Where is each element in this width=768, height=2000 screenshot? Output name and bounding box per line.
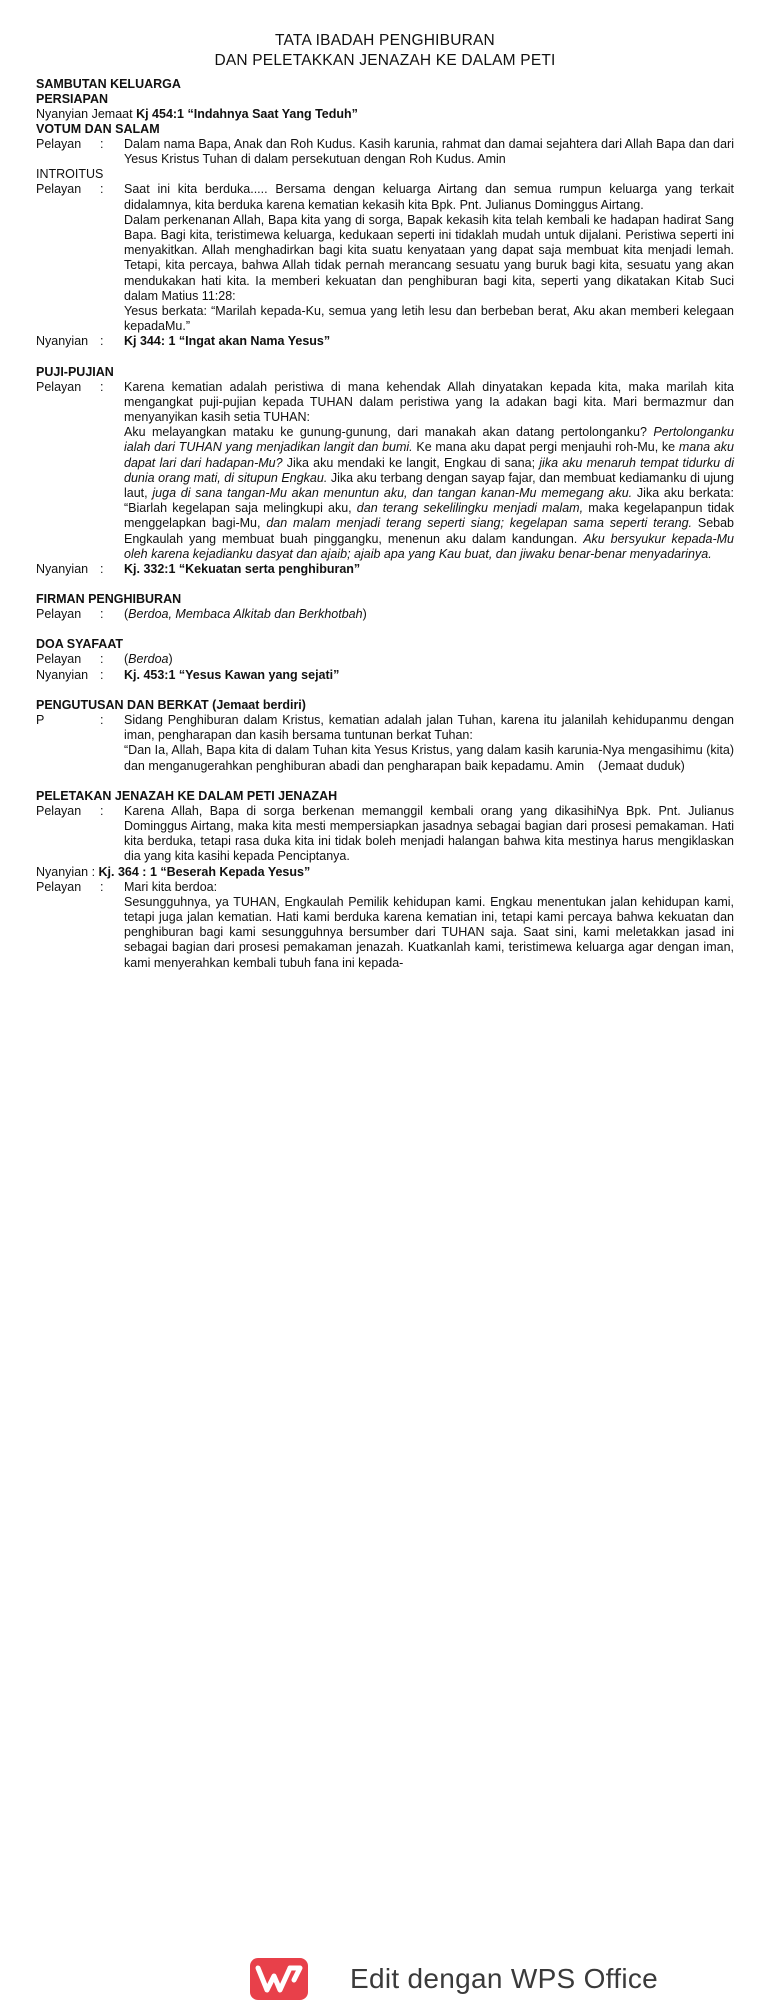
puji-song: Kj. 332:1 “Kekuatan serta penghiburan”: [124, 562, 361, 577]
introitus-song-row: Nyanyian : Kj 344: 1 “Ingat akan Nama Yesus”: [36, 334, 331, 349]
introitus-song: Kj 344: 1 “Ingat akan Nama Yesus”: [124, 334, 331, 349]
pengutusan-p2: “Dan Ia, Allah, Bapa kita di dalam Tuhan kita Yesus Kristus, yang dalam kasih karunia-Nya mengasihimu (kita) dan menganugerahkan penghiburan abadi dan pengharapan baik kepadamu. Amin (Jemaat duduk): [124, 743, 734, 773]
doa-song-row: Nyanyian : Kj. 453:1 “Yesus Kawan yang sejati”: [36, 667, 340, 682]
peletakan-song: Kj. 364 : 1 “Beserah Kepada Yesus”: [98, 864, 311, 879]
title-line-2: DAN PELETAKKAN JENAZAH KE DALAM PETI: [214, 52, 556, 69]
heading-pengutusan: PENGUTUSAN DAN BERKAT (Jemaat berdiri): [36, 697, 306, 712]
peletakan-song-line: Nyanyian : Kj. 364 : 1 “Beserah Kepada Yesus”: [36, 864, 311, 879]
pengutusan-p1: Sidang Penghiburan dalam Kristus, kematian adalah jalan Tuhan, karena itu jalanilah kehidupanmu dengan iman, pengharapan dan kasih bersama tuntunan berkat Tuhan:: [124, 712, 734, 743]
peletakan-row: Pelayan : Karena Allah, Bapa di sorga berkenan memanggil kembali orang yang dikasihiNya Bpk. Pnt. Julianus Dominggus Airtang, maka kita mesti mempersiapkan jasadnya sebagai bagian dari prosesi pemakaman. Hati kita berduka, tetapi rasa duka kita ini tidak boleh menjadi halangan bahwa kita mestinya harus mengiklaskan dia yang kita kasihi kepada Penciptanya.: [36, 803, 734, 864]
doa-penutup-row: Pelayan : Mari kita berdoa: Sesungguhnya, ya TUHAN, Engkaulah Pemilik kehidupan kami. Engkau menentukan jalan kehidupan kami, tetapi juga jalan kematian. Hati kami berduka karena kematian ini, tetapi kami percaya bahwa kekuatan dan penghiburan bagi kami sesungguhnya bersumber dari TUHAN saja. Saat sini, kami meletakkan jasad ini sebagai bagian dari prosesi pemakaman jenazah. Kuatkanlah kami, teristimewa keluarga agar dengan iman, kami menyerahkan kembali tubuh fana ini kepada-: [36, 879, 734, 970]
document-page: [36, 0, 734, 971]
psalm-text: Aku melayangkan mataku ke gunung-gunung, dari manakah akan datang pertolonganku? Pertolonganku ialah dari TUHAN yang menjadikan langit dan bumi. Ke mana aku dapat pergi menjauhi roh-Mu, ke mana aku dapat lari dari hadapan-Mu? Jika aku mendaki ke langit, Engkau di sana; jika aku menaruh tempat tidurku di dunia orang mati, di situpun Engkau. Jika aku terbang dengan sayap fajar, dan membuat kediamanku di ujung laut, juga di sana tangan-Mu akan menuntun aku, dan tangan kanan-Mu memegang aku. Jika aku berkata: “Biarlah kegelapan saja melingkupi aku, dan terang sekelilingku menjadi malam, maka kegelapanpun tidak menggelapkan bagi-Mu, dan malam menjadi terang seperti siang; kegelapan sama seperti terang. Sebab Engkaulah yang membuat buah pinggangku, menenun aku dalam kandungan. Aku bersyukur kepada-Mu oleh karena kejadianku dasyat dan ajaib; ajaib apa yang Kau buat, dan jiwaku benar-benar menyadarinya.: [124, 425, 734, 561]
introitus-p2: Dalam perkenanan Allah, Bapa kita yang di sorga, Bapak kekasih kita telah kembali ke hadapan hadirat Sang Bapa. Bagi kita, teristimewa keluarga, kedukaan seperti ini tidaklah mudah untuk dijalani. Peristiwa seperti ini menyakitkan. Allah menghadirkan bagi kita suatu kenyataan yang dapat saja membuat kita menjadi lemah. Tetapi, kita percaya, bahwa Allah tidak pernah merancang sesuatu yang buruk bagi kita, sesuatu yang akan mendukakan hati kita. Ia memberi kekuatan dan penghiburan bagi kita, seperti yang dikatakan Kitab Suci dalam Matius 11:28:: [124, 212, 734, 303]
firman-text: Berdoa, Membaca Alkitab dan Berkhotbah: [128, 607, 363, 622]
introitus-row: Pelayan : Saat ini kita berduka..... Bersama dengan keluarga Airtang dan semua rumpun keluarga yang terkait didalamnya, kita berduka karena kematian kekasih kita Bpk. Pnt. Julianus Dominggus Airtang. Dalam perkenanan Allah, Bapa kita yang di sorga, Bapak kekasih kita telah kembali ke hadapan hadirat Sang Bapa. Bagi kita, teristimewa keluarga, kedukaan seperti ini tidaklah mudah untuk dijalani. Peristiwa seperti ini menyakitkan. Allah menghadirkan bagi kita suatu kenyataan yang dapat saja membuat kita menjadi lemah. Tetapi, kita percaya, bahwa Allah tidak pernah merancang sesuatu yang buruk bagi kita, sesuatu yang akan mendukakan hati kita. Ia memberi kekuatan dan penghiburan bagi kita, seperti yang dikatakan Kitab Suci dalam Matius 11:28: Yesus berkata: “Marilah kepada-Ku, semua yang letih lesu dan berbeban berat, Aku akan memberi kelegaan kepadaMu.”: [36, 182, 734, 334]
heading-introitus: INTROITUS: [36, 167, 104, 182]
wps-logo-icon[interactable]: [250, 1958, 308, 2000]
document-title: [36, 31, 734, 71]
firman-row: Pelayan : (Berdoa, Membaca Alkitab dan Berkhotbah): [36, 607, 367, 622]
votum-text: Dalam nama Bapa, Anak dan Roh Kudus. Kasih karunia, rahmat dan damai sejahtera dari Allah Bapa dan dari Yesus Kristus Tuhan di dalam persekutuan dengan Roh Kudus. Amin: [124, 137, 734, 167]
puji-row: Pelayan : Karena kematian adalah peristiwa di mana kehendak Allah dinyatakan kepada kita, maka marilah kita mengangkat puji-pujian kepada TUHAN dalam peristiwa yang Ia adakan bagi kita. Mari bermazmur dan menyanyikan kasih setia TUHAN: Aku melayangkan mataku ke gunung-gunung, dari manakah akan datang pertolonganku? Pertolonganku ialah dari TUHAN yang menjadikan langit dan bumi. Ke mana aku dapat pergi menjauhi roh-Mu, ke mana aku dapat lari dari hadapan-Mu? Jika aku mendaki ke langit, Engkau di sana; jika aku menaruh tempat tidurku di dunia orang mati, di situpun Engkau. Jika aku terbang dengan sayap fajar, dan membuat kediamanku di ujung laut, juga di sana tangan-Mu akan menuntun aku, dan tangan kanan-Mu memegang aku. Jika aku berkata: “Biarlah kegelapan saja melingkupi aku, dan terang sekelilingku menjadi malam, maka kegelapanpun tidak menggelapkan bagi-Mu, dan malam menjadi terang seperti siang; kegelapan sama seperti terang. Sebab Engkaulah yang membuat buah pinggangku, menenun aku dalam kandungan. Aku bersyukur kepada-Mu oleh karena kejadianku dasyat dan ajaib; ajaib apa yang Kau buat, dan jiwaku benar-benar menyadarinya.: [36, 379, 734, 561]
peletakan-p1: Karena Allah, Bapa di sorga berkenan memanggil kembali orang yang dikasihiNya Bpk. Pnt. Julianus Dominggus Airtang, maka kita mesti mempersiapkan jasadnya sebagai bagian dari prosesi pemakaman. Hati kita berduka, tetapi rasa duka kita ini tidak boleh menjadi halangan bahwa kita mestinya harus mengiklaskan dia yang kita kasihi kepada Penciptanya.: [124, 803, 734, 864]
heading-puji-pujian: PUJI-PUJIAN: [36, 364, 114, 379]
persiapan-song-line: Nyanyian Jemaat Kj 454:1 “Indahnya Saat Yang Teduh”: [36, 107, 358, 121]
persiapan-song: Kj 454:1 “Indahnya Saat Yang Teduh”: [136, 107, 358, 121]
doa-row: Pelayan : (Berdoa): [36, 652, 173, 667]
introitus-p1: Saat ini kita berduka..... Bersama dengan keluarga Airtang dan semua rumpun keluarga yang terkait didalamnya, kita berduka karena kematian kekasih kita Bpk. Pnt. Julianus Dominggus Airtang.: [124, 182, 734, 212]
heading-peletakan: PELETAKAN JENAZAH KE DALAM PETI JENAZAH: [36, 788, 338, 803]
doa-text: Berdoa: [128, 652, 169, 667]
wps-watermark-bar: [0, 972, 768, 1994]
heading-doa-syafaat: DOA SYAFAAT: [36, 637, 124, 652]
wps-edit-link[interactable]: Edit dengan WPS Office: [350, 1963, 659, 1994]
pengutusan-row: P : Sidang Penghiburan dalam Kristus, kematian adalah jalan Tuhan, karena itu jalanilah kehidupanmu dengan iman, pengharapan dan kasih bersama tuntunan berkat Tuhan: “Dan Ia, Allah, Bapa kita di dalam Tuhan kita Yesus Kristus, yang dalam kasih karunia-Nya mengasihimu (kita) dan menganugerahkan penghiburan abadi dan pengharapan baik kepadamu. Amin (Jemaat duduk): [36, 712, 734, 773]
votum-row: Pelayan : Dalam nama Bapa, Anak dan Roh Kudus. Kasih karunia, rahmat dan damai sejahtera dari Allah Bapa dan dari Yesus Kristus Tuhan di dalam persekutuan dengan Roh Kudus. Amin: [36, 137, 734, 167]
doa-song: Kj. 453:1 “Yesus Kawan yang sejati”: [124, 667, 340, 682]
heading-persiapan: PERSIAPAN: [36, 92, 109, 106]
puji-intro: Karena kematian adalah peristiwa di mana kehendak Allah dinyatakan kepada kita, maka marilah kita mengangkat puji-pujian kepada TUHAN dalam peristiwa yang Ia adakan bagi kita. Mari bermazmur dan menyanyikan kasih setia TUHAN:: [124, 379, 734, 425]
heading-votum: VOTUM DAN SALAM: [36, 122, 160, 136]
introitus-p3: Yesus berkata: “Marilah kepada-Ku, semua yang letih lesu dan berbeban berat, Aku akan memberi kelegaan kepadaMu.”: [124, 304, 734, 334]
heading-firman: FIRMAN PENGHIBURAN: [36, 592, 182, 607]
title-line-1: TATA IBADAH PENGHIBURAN: [275, 32, 495, 49]
puji-song-row: Nyanyian : Kj. 332:1 “Kekuatan serta penghiburan”: [36, 562, 361, 577]
heading-sambutan: SAMBUTAN KELUARGA: [36, 77, 181, 91]
doa-penutup-text: Sesungguhnya, ya TUHAN, Engkaulah Pemilik kehidupan kami. Engkau menentukan jalan kehidupan kami, tetapi juga jalan kematian. Hati kami berduka karena kematian ini, tetapi kami percaya bahwa kekuatan dan penghiburan bagi kami sesungguhnya bersumber dari TUHAN saja. Saat sini, kami meletakkan jasad ini sebagai bagian dari prosesi pemakaman jenazah. Kuatkanlah kami, teristimewa keluarga agar dengan iman, kami menyerahkan kembali tubuh fana ini kepada-: [124, 894, 734, 970]
doa-penutup-intro: Mari kita berdoa:: [124, 879, 218, 894]
